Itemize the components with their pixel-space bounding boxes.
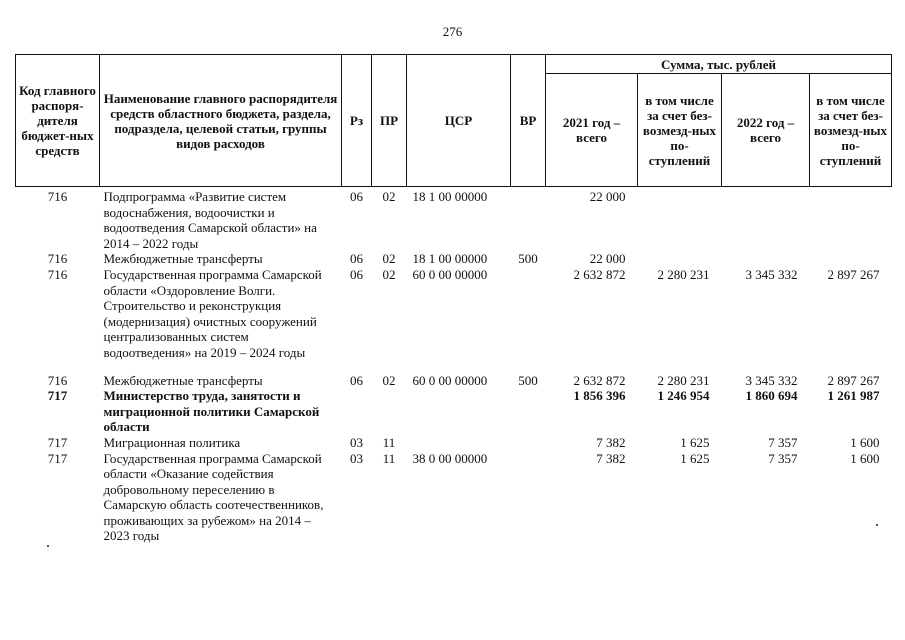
header-sum-2021-gratuitous: в том числе за счет без-возмезд-ных по-ступлений [638, 74, 722, 187]
budget-table [15, 54, 892, 544]
cell-rz: 06 [350, 189, 363, 204]
cell-csr: 60 0 00 00000 [412, 266, 488, 282]
cell-name: Подпрограмма «Развитие систем водоснабжения, водоочистки и водоотведения Самарской области» на 2014 – 2022 годы [103, 189, 317, 251]
cell-name: Межбюджетные трансферты [103, 251, 263, 267]
cell-sum-2022: 7 357 [768, 450, 798, 466]
cell-pr [372, 388, 407, 435]
cell-sum-2021: 2 632 872 [573, 266, 626, 282]
cell-rz: 06 [350, 266, 363, 282]
table-row [16, 267, 892, 361]
cell-code: 717 [47, 450, 68, 466]
cell-pr: 11 [382, 434, 396, 450]
cell-rz: 03 [350, 450, 363, 466]
cell-pr: 02 [382, 266, 396, 282]
cell-vr: 500 [518, 251, 538, 267]
cell-sum-2021-gratuitous [638, 187, 722, 252]
cell-name: Министерство труда, занятости и миграционной политики Самарской области [103, 388, 320, 435]
cell-rz: 06 [350, 372, 363, 388]
cell-sum-2022: 7 357 [768, 434, 798, 450]
header-vr: ВР [511, 55, 546, 187]
cell-sum-2021: 22 000 [589, 189, 626, 204]
cell-csr: 60 0 00 00000 [412, 372, 488, 388]
cell-pr: 02 [382, 189, 396, 204]
cell-vr [511, 451, 546, 545]
cell-code: 716 [47, 372, 68, 388]
cell-code: 716 [47, 251, 68, 267]
cell-name: Миграционная политика [103, 434, 241, 450]
cell-name: Государственная программа Самарской области «Оказание содействия добровольному переселению в Самарскую область соотечественников, проживающих за рубежом» на 2014 – 2023 годы [103, 450, 324, 544]
cell-rz: 06 [350, 251, 363, 267]
cell-csr: 38 0 00 00000 [412, 450, 488, 466]
header-pr: ПР [372, 55, 407, 187]
header-rz: Рз [342, 55, 372, 187]
cell-sum-2022: 3 345 332 [745, 266, 798, 282]
cell-sum-2022-gratuitous: 1 600 [850, 450, 880, 466]
cell-sum-2021-gratuitous: 1 625 [680, 434, 710, 450]
cell-sum-2021: 22 000 [589, 251, 626, 267]
cell-vr [511, 435, 546, 451]
cell-csr [407, 435, 511, 451]
cell-code: 717 [47, 388, 68, 404]
cell-pr: 02 [382, 251, 396, 267]
header-sum-title: Сумма, тыс. рублей [546, 55, 892, 74]
cell-csr: 18 1 00 00000 [412, 251, 488, 267]
cell-rz: 03 [350, 434, 363, 450]
cell-vr: 500 [518, 372, 538, 388]
cell-vr [511, 388, 546, 435]
cell-csr: 18 1 00 00000 [412, 189, 488, 204]
page-number: 276 [442, 24, 463, 39]
cell-sum-2022-gratuitous: 1 261 987 [827, 388, 880, 404]
cell-sum-2022-gratuitous: 2 897 267 [827, 372, 880, 388]
cell-sum-2022-gratuitous: 2 897 267 [827, 266, 880, 282]
cell-csr [407, 388, 511, 435]
header-code: Код главного распоря-дителя бюджет-ных средств [16, 55, 100, 187]
table-row [16, 251, 892, 267]
cell-name: Межбюджетные трансферты [103, 372, 263, 388]
cell-code: 717 [47, 434, 68, 450]
cell-sum-2022-gratuitous: 1 600 [850, 434, 880, 450]
cell-code: 716 [47, 266, 68, 282]
scan-speck [47, 545, 49, 547]
cell-sum-2021: 7 382 [596, 450, 626, 466]
cell-sum-2021-gratuitous: 2 280 231 [657, 372, 710, 388]
header-sum-2021-total: 2021 год – всего [546, 74, 638, 187]
header-sum-2022-gratuitous: в том числе за счет без-возмезд-ных по-ступлений [810, 74, 892, 187]
cell-pr: 11 [382, 450, 396, 466]
cell-sum-2021-gratuitous: 2 280 231 [657, 266, 710, 282]
cell-sum-2022 [722, 251, 810, 267]
cell-vr [511, 187, 546, 252]
table-body [16, 187, 892, 545]
header-name: Наименование главного распорядителя средств областного бюджета, раздела, подраздела, целевой статьи, группы видов расходов [100, 55, 342, 187]
table-row [16, 388, 892, 435]
table-header [16, 55, 892, 187]
header-sum-2022-total: 2022 год – всего [722, 74, 810, 187]
table-row [16, 361, 892, 389]
table-row [16, 187, 892, 252]
cell-sum-2022: 3 345 332 [745, 372, 798, 388]
cell-sum-2021-gratuitous: 1 625 [680, 450, 710, 466]
cell-sum-2022-gratuitous [810, 251, 892, 267]
scan-speck [876, 524, 878, 526]
cell-pr: 02 [382, 372, 396, 388]
table-row [16, 451, 892, 545]
table-row [16, 435, 892, 451]
header-csr: ЦСР [407, 55, 511, 187]
cell-sum-2022: 1 860 694 [745, 388, 798, 404]
cell-sum-2021: 7 382 [596, 434, 626, 450]
cell-sum-2021: 2 632 872 [573, 372, 626, 388]
cell-code: 716 [47, 189, 68, 204]
cell-vr [511, 267, 546, 361]
cell-sum-2022 [722, 187, 810, 252]
cell-sum-2022-gratuitous [810, 187, 892, 252]
cell-sum-2021-gratuitous: 1 246 954 [657, 388, 710, 404]
cell-rz [342, 388, 372, 435]
cell-sum-2021-gratuitous [638, 251, 722, 267]
cell-sum-2021: 1 856 396 [573, 388, 626, 404]
cell-name: Государственная программа Самарской области «Оздоровление Волги. Строительство и реконструкция (модернизация) очистных сооружений централизованных систем водоотведения» на 2019 – 2024 годы [103, 266, 322, 360]
